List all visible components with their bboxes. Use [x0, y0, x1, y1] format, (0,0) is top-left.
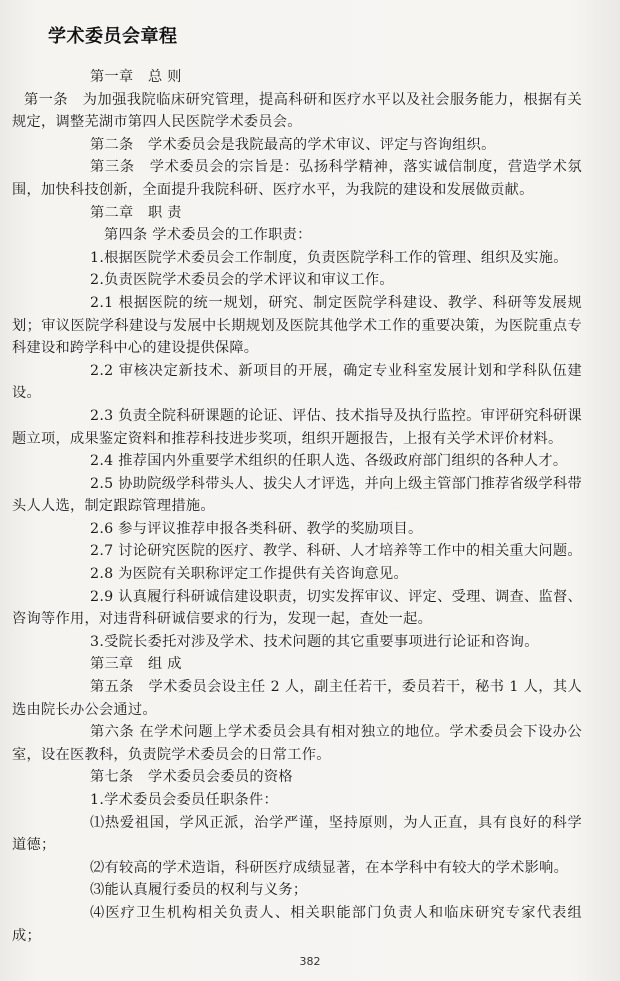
chapter-heading: 第三章 组 成: [90, 656, 182, 673]
chapter-heading: 第二章 职 责: [90, 204, 182, 221]
list-paragraph: 2.6 参与评议推荐申报各类科研、教学的奖励项目。: [90, 520, 423, 537]
list-paragraph: 2.5 协助院级学科带头人、拔尖人才评选，并向上级主管部门推荐省级学科带头人人选，制定跟踪管理措施。: [12, 475, 582, 515]
article-paragraph: 第七条 学术委员会委员的资格: [90, 769, 293, 786]
list-paragraph: ⑶能认真履行委员的权利与义务；: [90, 882, 308, 899]
article-paragraph: 第五条 学术委员会设主任 2 人，副主任若干，委员若干，秘书 1 人，其人选由院长办公会通过。: [12, 679, 582, 718]
article-paragraph: 第三条 学术委员会的宗旨是：弘扬科学精神，落实诚信制度，营造学术氛围，加快科技创新，全面提升我院科研、医疗水平，为我院的建设和发展做贡献。: [12, 159, 582, 198]
list-paragraph: 2.8 为医院有关职称评定工作提供有关咨询意见。: [90, 566, 409, 583]
list-paragraph: 2.1 根据医院的统一规划，研究、制定医院学科建设、教学、科研等发展规划；审议医院学科建设与发展中长期规划及医院其他学术工作的重要决策，为医院重点专科建设和跨学科中心的建设提供保障。: [12, 294, 582, 357]
list-paragraph: 1.根据医院学术委员会工作制度，负责医院学科工作的管理、组织及实施。: [90, 249, 568, 266]
list-paragraph: 1.学术委员会委员任职条件：: [90, 792, 278, 808]
list-paragraph: 2.3 负责全院科研课题的论证、评估、技术指导及执行监控。审评研究科研课题立项，成果鉴定资料和推荐科技进步奖项，组织开题报告，上报有关学术评价材料。: [12, 407, 582, 447]
chapter-heading: 第一章 总 则: [90, 69, 182, 85]
list-paragraph: 2.2 审核决定新技术、新项目的开展，确定专业科室发展计划和学科队伍建设。: [12, 362, 582, 402]
list-paragraph: 2.4 推荐国内外重要学术组织的任职人选、各级政府部门组织的各种人才。: [90, 453, 568, 470]
list-paragraph: 2.负责医院学术委员会的学术评议和审议工作。: [90, 272, 394, 289]
document-body: [12, 66, 582, 947]
article-paragraph: 第四条 学术委员会的工作职责：: [104, 227, 312, 244]
list-paragraph: 3.受院长委托对涉及学术、技术问题的其它重要事项进行论证和咨询。: [90, 633, 539, 650]
article-paragraph: 第一条 为加强我院临床研究管理，提高科研和医疗水平以及社会服务能力，根据有关规定，调整芜湖市第四人民医院学术委员会。: [12, 91, 582, 131]
article-paragraph: 第二条 学术委员会是我院最高的学术审议、评定与咨询组织。: [90, 136, 496, 153]
list-paragraph: ⑷医疗卫生机构相关负责人、相关职能部门负责人和临床研究专家代表组成；: [12, 904, 582, 944]
list-paragraph: ⑴热爱祖国，学风正派，治学严谨，坚持原则，为人正直，具有良好的科学道德；: [12, 814, 582, 854]
article-paragraph: 第六条 在学术问题上学术委员会具有相对独立的地位。学术委员会下设办公室，设在医教科，负责院学术委员会的日常工作。: [12, 724, 582, 763]
document-title: 学术委员会章程: [48, 26, 178, 47]
list-paragraph: ⑵有较高的学术造诣，科研医疗成绩显著，在本学科中有较大的学术影响。: [90, 859, 569, 876]
list-paragraph: 2.7 讨论研究医院的医疗、教学、科研、人才培养等工作中的相关重大问题。: [90, 543, 582, 560]
page-number: 382: [299, 955, 321, 968]
list-paragraph: 2.9 认真履行科研诚信建设职责，切实发挥审议、评定、受理、调查、监督、咨询等作用，对违背科研诚信要求的行为，发现一起，查处一起。: [12, 588, 582, 628]
